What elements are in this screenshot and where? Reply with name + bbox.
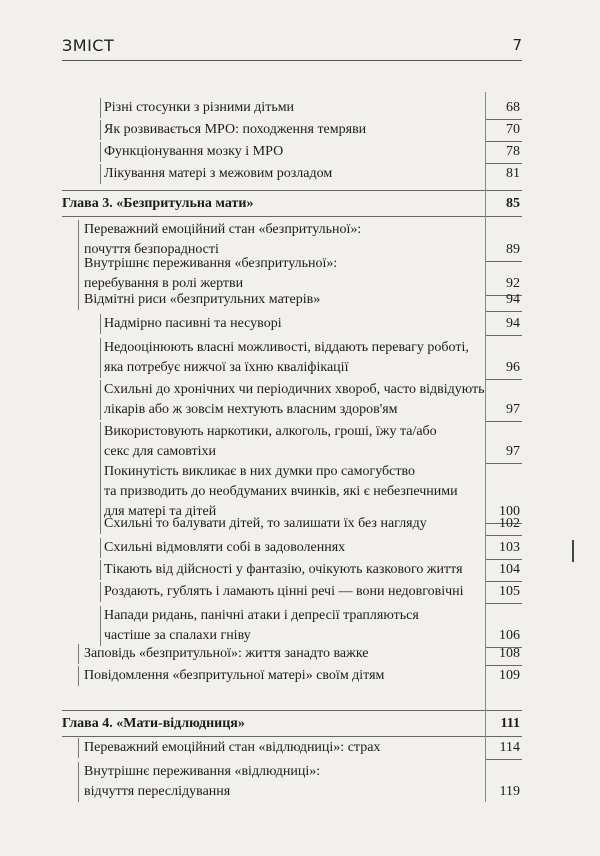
toc-entry-title-line: Функціонування мозку і МРО bbox=[104, 144, 284, 159]
toc-entry-page: 106 bbox=[499, 628, 520, 643]
toc-entry-page: 89 bbox=[506, 242, 520, 257]
toc-entry-title-line: Відмітні риси «безпритульних матерів» bbox=[84, 292, 321, 307]
toc-entry-title-line: Схильні відмовляти собі в задоволеннях bbox=[104, 540, 346, 555]
toc-entry-title bbox=[84, 666, 384, 686]
toc-entry-title-line: Схильні до хронічних чи періодичних хвороб, часто відвідують bbox=[104, 382, 485, 397]
toc-entry bbox=[62, 194, 522, 214]
toc-entry-title-line: Глава 3. «Безпритульна мати» bbox=[62, 196, 254, 211]
running-header bbox=[62, 34, 522, 61]
toc-entry-title-line: та призводить до необдуманих вчинків, які є небезпечними bbox=[104, 484, 458, 499]
toc-entry-page: 109 bbox=[499, 668, 520, 683]
indent-rule bbox=[78, 254, 79, 294]
toc-entry-title-line: Лікування матері з межовим розладом bbox=[104, 166, 333, 181]
toc-entry-title bbox=[104, 514, 427, 534]
toc-entry-title bbox=[84, 290, 320, 310]
toc-entry-title-line: яка потребує нижчої за їхню кваліфікації bbox=[104, 360, 349, 375]
toc-entry-page: 78 bbox=[506, 144, 520, 159]
toc-entry bbox=[62, 314, 522, 334]
indent-rule bbox=[100, 120, 101, 140]
toc-entry bbox=[62, 142, 522, 162]
toc-entry bbox=[62, 254, 522, 294]
toc-entry-title bbox=[104, 560, 463, 580]
toc-entry-title-line: Недооцінюють власні можливості, віддають перевагу роботі, bbox=[104, 340, 469, 355]
toc-entry-page: 119 bbox=[499, 784, 520, 799]
page-separator-rule bbox=[485, 759, 522, 760]
header-page-number: 7 bbox=[512, 36, 522, 54]
toc-entry-title bbox=[104, 314, 282, 334]
toc-entry-title-line: Використовують наркотики, алкоголь, гроші, їжу та/або bbox=[104, 424, 437, 439]
indent-rule bbox=[100, 98, 101, 118]
page-column-rule bbox=[485, 92, 486, 802]
indent-rule bbox=[100, 582, 101, 602]
indent-rule bbox=[100, 314, 101, 334]
toc-entry bbox=[62, 338, 522, 378]
toc-entry-title bbox=[104, 538, 345, 558]
indent-rule bbox=[78, 738, 79, 758]
toc-entry-title bbox=[62, 194, 253, 214]
indent-rule bbox=[100, 560, 101, 580]
toc-entry-page: 111 bbox=[500, 716, 520, 731]
indent-rule bbox=[100, 606, 101, 646]
toc-entry-title-line: лікарів або ж зовсім нехтують власним здоров'ям bbox=[104, 402, 398, 417]
indent-rule bbox=[100, 338, 101, 378]
indent-rule bbox=[100, 142, 101, 162]
toc-entry-page: 114 bbox=[499, 740, 520, 755]
toc-entry-title-line: Як розвивається МРО: походження темряви bbox=[104, 122, 367, 137]
toc-entry-title-line: Повідомлення «безпритульної матері» своїм дітям bbox=[84, 668, 385, 683]
toc-entry bbox=[62, 422, 522, 462]
indent-rule bbox=[78, 666, 79, 686]
toc-entry-title bbox=[104, 338, 469, 378]
toc-entry-title bbox=[104, 120, 366, 140]
indent-rule bbox=[100, 538, 101, 558]
toc-entry bbox=[62, 762, 522, 802]
toc-entry-page: 70 bbox=[506, 122, 520, 137]
toc-entry-page: 94 bbox=[506, 316, 520, 331]
toc-entry bbox=[62, 98, 522, 118]
chapter-rule-top bbox=[62, 710, 522, 711]
toc-entry-title-line: Надмірно пасивні та несуворі bbox=[104, 316, 282, 331]
header-title: ЗМІСТ bbox=[62, 36, 115, 55]
toc-entry bbox=[62, 514, 522, 534]
page-edge-mark bbox=[572, 540, 574, 562]
toc-entry-title-line: Глава 4. «Мати-відлюдниця» bbox=[62, 716, 245, 731]
indent-rule bbox=[78, 644, 79, 664]
toc-entry bbox=[62, 164, 522, 184]
page-separator-rule bbox=[485, 311, 522, 312]
toc-entry-title bbox=[62, 714, 245, 734]
toc-entry-title-line: Переважний емоційний стан «відлюдниці»: страх bbox=[84, 740, 381, 755]
toc-entry bbox=[62, 666, 522, 686]
toc-entry-title-line: Заповідь «безпритульної»: життя занадто важке bbox=[84, 646, 369, 661]
page-separator-rule bbox=[485, 535, 522, 536]
toc-entry-title-line: Внутрішнє переживання «безпритульної»: bbox=[84, 256, 338, 271]
toc-entry-title bbox=[104, 462, 458, 522]
toc-entry-title-line: секс для самовтіхи bbox=[104, 444, 217, 459]
toc-entry-title-line: Різні стосунки з різними дітьми bbox=[104, 100, 295, 115]
toc-entry-title-line: Покинутість викликає в них думки про самогубство bbox=[104, 464, 415, 479]
toc-entry-page: 105 bbox=[499, 584, 520, 599]
indent-rule bbox=[100, 164, 101, 184]
chapter-rule-bottom bbox=[62, 736, 522, 737]
toc-entry-title-line: Тікають від дійсності у фантазію, очікують казкового життя bbox=[104, 562, 463, 577]
toc-entry-page: 102 bbox=[499, 516, 520, 531]
toc-entry bbox=[62, 462, 522, 522]
indent-rule bbox=[78, 290, 79, 310]
toc-entry bbox=[62, 290, 522, 310]
page-separator-rule bbox=[485, 335, 522, 336]
chapter-rule-top bbox=[62, 190, 522, 191]
toc-entry-title-line: для матері та дітей bbox=[104, 504, 217, 519]
indent-rule bbox=[100, 380, 101, 420]
toc-entry-title bbox=[104, 142, 283, 162]
toc-entry bbox=[62, 714, 522, 734]
toc-entry-title bbox=[104, 380, 485, 420]
toc-entry-title bbox=[104, 164, 332, 184]
toc-entry-title-line: почуття безпорадності bbox=[84, 242, 219, 257]
toc-entry-page: 97 bbox=[506, 402, 520, 417]
toc-entry-page: 94 bbox=[506, 292, 520, 307]
indent-rule bbox=[100, 422, 101, 462]
toc-entry-title-line: відчуття переслідування bbox=[84, 784, 231, 799]
toc-entry-page: 97 bbox=[506, 444, 520, 459]
toc-entry-title bbox=[84, 644, 368, 664]
toc-entry-page: 92 bbox=[506, 276, 520, 291]
toc-entry-title bbox=[84, 738, 380, 758]
toc-entry bbox=[62, 538, 522, 558]
toc-entry-title bbox=[84, 762, 320, 802]
toc-entry-title bbox=[104, 98, 294, 118]
toc-entry-title-line: Схильні то балувати дітей, то залишати їх без нагляду bbox=[104, 516, 427, 531]
toc-entry-page: 85 bbox=[506, 196, 520, 211]
toc-entry-title-line: Внутрішнє переживання «відлюдниці»: bbox=[84, 764, 321, 779]
toc-entry-title-line: Роздають, гублять і ламають цінні речі — вони недовговічні bbox=[104, 584, 464, 599]
toc-entry-page: 103 bbox=[499, 540, 520, 555]
toc-entry bbox=[62, 582, 522, 602]
toc-entry-page: 68 bbox=[506, 100, 520, 115]
indent-rule bbox=[100, 462, 101, 522]
toc-entry-title-line: частіше за спалахи гніву bbox=[104, 628, 251, 643]
toc-entry-title bbox=[104, 606, 419, 646]
toc-entry-title bbox=[104, 422, 437, 462]
indent-rule bbox=[78, 762, 79, 802]
toc-entry-title-line: Напади ридань, панічні атаки і депресії трапляються bbox=[104, 608, 419, 623]
toc-entry-title-line: перебування в ролі жертви bbox=[84, 276, 244, 291]
indent-rule bbox=[100, 514, 101, 534]
toc-entry-page: 100 bbox=[499, 504, 520, 519]
toc-entry-page: 104 bbox=[499, 562, 520, 577]
toc-entry-page: 108 bbox=[499, 646, 520, 661]
toc-entry-title bbox=[104, 582, 464, 602]
toc-entry bbox=[62, 380, 522, 420]
toc-entry bbox=[62, 120, 522, 140]
toc-entry-page: 96 bbox=[506, 360, 520, 375]
chapter-rule-bottom bbox=[62, 216, 522, 217]
toc-entry-title-line: Переважний емоційний стан «безпритульної»: bbox=[84, 222, 362, 237]
toc-entry bbox=[62, 560, 522, 580]
toc-entry-title bbox=[84, 254, 337, 294]
toc-entry bbox=[62, 644, 522, 664]
toc-entry bbox=[62, 606, 522, 646]
page-separator-rule bbox=[485, 603, 522, 604]
toc-entry-page: 81 bbox=[506, 166, 520, 181]
toc-entry bbox=[62, 738, 522, 758]
